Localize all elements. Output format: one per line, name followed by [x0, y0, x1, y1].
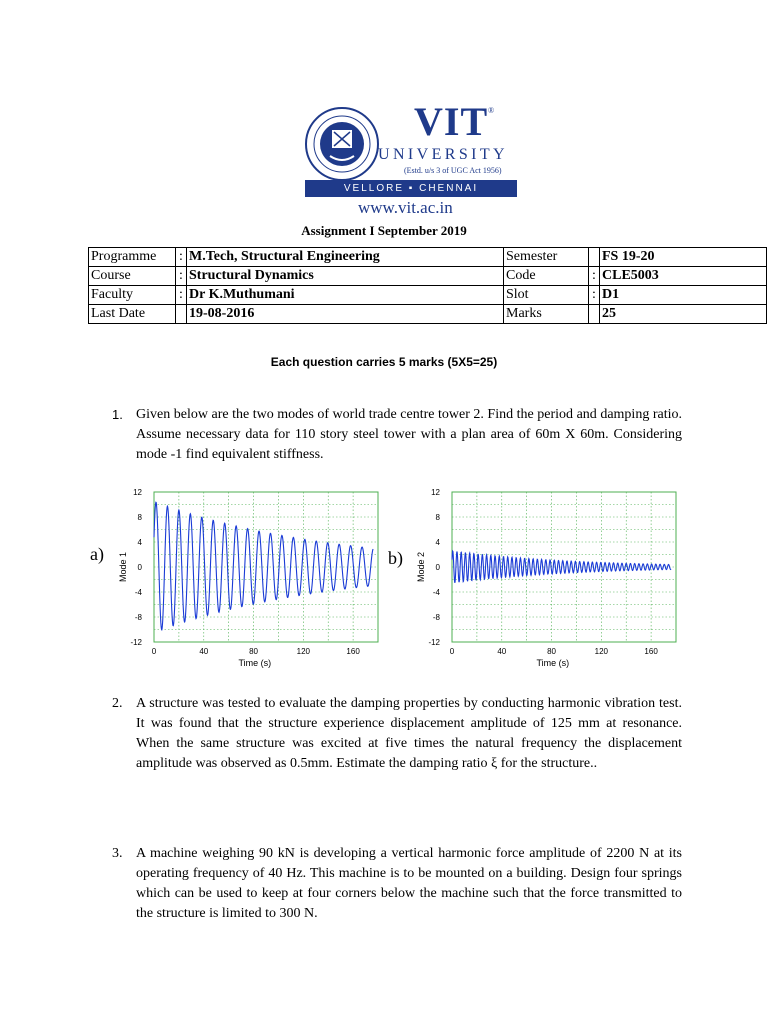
- x-tick-label: 80: [249, 647, 259, 656]
- x-tick-label: 160: [346, 647, 360, 656]
- assignment-title: Assignment I September 2019: [301, 223, 467, 238]
- info-separator: [176, 305, 187, 324]
- x-axis-label: Time (s): [536, 658, 570, 668]
- mode-2-plot: [410, 484, 710, 674]
- info-label: Semester: [504, 248, 589, 267]
- university-seal-icon: [304, 106, 380, 182]
- info-separator: :: [589, 267, 600, 286]
- question-number: 3.: [112, 846, 123, 861]
- panel-letter-b: b): [388, 548, 403, 568]
- x-tick-label: 160: [644, 647, 658, 656]
- info-label: Marks: [504, 305, 589, 324]
- x-tick-label: 80: [547, 647, 557, 656]
- vit-logo: [300, 99, 520, 218]
- info-label: Last Date: [89, 305, 176, 324]
- info-separator: [589, 248, 600, 267]
- y-tick-label: 0: [137, 563, 142, 572]
- info-row: [89, 267, 767, 286]
- y-tick-label: -4: [134, 588, 142, 597]
- x-axis-label: Time (s): [238, 658, 272, 668]
- info-row: [89, 305, 767, 324]
- info-value: FS 19-20: [600, 248, 767, 267]
- info-separator: :: [176, 267, 187, 286]
- brand-established: (Estd. u/s 3 of UGC Act 1956): [404, 166, 502, 175]
- campus-banner: VELLORE ▪ CHENNAI: [305, 180, 517, 197]
- y-tick-label: 12: [133, 488, 142, 497]
- y-axis-label: Mode 2: [416, 551, 426, 583]
- y-tick-label: 8: [137, 513, 142, 522]
- info-label: Programme: [89, 248, 176, 267]
- question-text: A machine weighing 90 kN is developing a vertical harmonic force amplitude of 2200 N at its operating frequency of 40 Hz. This machine is to be mounted on a building. Design four springs which can be used to keep at four corners below the machine such that the force transmitted to the structure is limited to 300 N.: [136, 846, 682, 921]
- y-tick-label: 0: [435, 563, 440, 572]
- x-tick-label: 120: [296, 647, 311, 656]
- info-separator: :: [176, 286, 187, 305]
- website-link[interactable]: www.vit.ac.in: [358, 198, 453, 217]
- question-2: [112, 694, 682, 774]
- y-tick-label: 12: [431, 488, 440, 497]
- info-label: Slot: [504, 286, 589, 305]
- info-label: Faculty: [89, 286, 176, 305]
- question-text: Given below are the two modes of world trade centre tower 2. Find the period and damping ratio. Assume necessary data for 110 story steel tower with a plan area of 60m X 60m. Considering mode -1 find equivalent stiffness.: [136, 407, 682, 462]
- info-value: Dr K.Muthumani: [187, 286, 504, 305]
- info-value: 19-08-2016: [187, 305, 504, 324]
- x-tick-label: 40: [497, 647, 507, 656]
- question-3: [112, 844, 682, 924]
- brand-name: VIT: [414, 99, 489, 144]
- y-tick-label: -8: [134, 613, 142, 622]
- info-separator: :: [176, 248, 187, 267]
- info-separator: [589, 305, 600, 324]
- y-tick-label: 4: [137, 538, 142, 547]
- marks-note: Each question carries 5 marks (5X5=25): [270, 355, 498, 369]
- info-label: Code: [504, 267, 589, 286]
- mode-1-series-line: [154, 502, 373, 629]
- panel-letter-a: a): [90, 544, 104, 564]
- x-tick-label: 120: [594, 647, 609, 656]
- y-tick-label: -8: [432, 613, 440, 622]
- x-tick-label: 40: [199, 647, 209, 656]
- mode-1-plot: [112, 484, 412, 674]
- info-row: [89, 286, 767, 305]
- info-value: Structural Dynamics: [187, 267, 504, 286]
- info-row: [89, 248, 767, 267]
- y-tick-label: -12: [428, 638, 440, 647]
- y-tick-label: 8: [435, 513, 440, 522]
- question-1: [112, 405, 682, 465]
- info-value: CLE5003: [600, 267, 767, 286]
- info-separator: :: [589, 286, 600, 305]
- y-tick-label: -4: [432, 588, 440, 597]
- question-text: A structure was tested to evaluate the damping properties by conducting harmonic vibration test. It was found that the structure experience displacement amplitude of 125 mm at resonance. When the same structure was excited at five times the natural frequency the displacement amplitude was observed as 0.5mm. Estimate the damping ratio ξ for the structure..: [136, 696, 682, 771]
- question-number: 2.: [112, 696, 123, 711]
- info-value: 25: [600, 305, 767, 324]
- y-axis-label: Mode 1: [118, 551, 128, 583]
- y-tick-label: -12: [130, 638, 142, 647]
- course-info-table: [88, 247, 767, 324]
- x-tick-label: 0: [151, 647, 157, 656]
- info-value: D1: [600, 286, 767, 305]
- info-label: Course: [89, 267, 176, 286]
- question-number: 1.: [112, 407, 123, 422]
- info-value: M.Tech, Structural Engineering: [187, 248, 504, 267]
- y-tick-label: 4: [435, 538, 440, 547]
- brand-university: UNIVERSITY: [378, 146, 508, 163]
- x-tick-label: 0: [449, 647, 455, 656]
- registered-mark: ®: [488, 106, 495, 115]
